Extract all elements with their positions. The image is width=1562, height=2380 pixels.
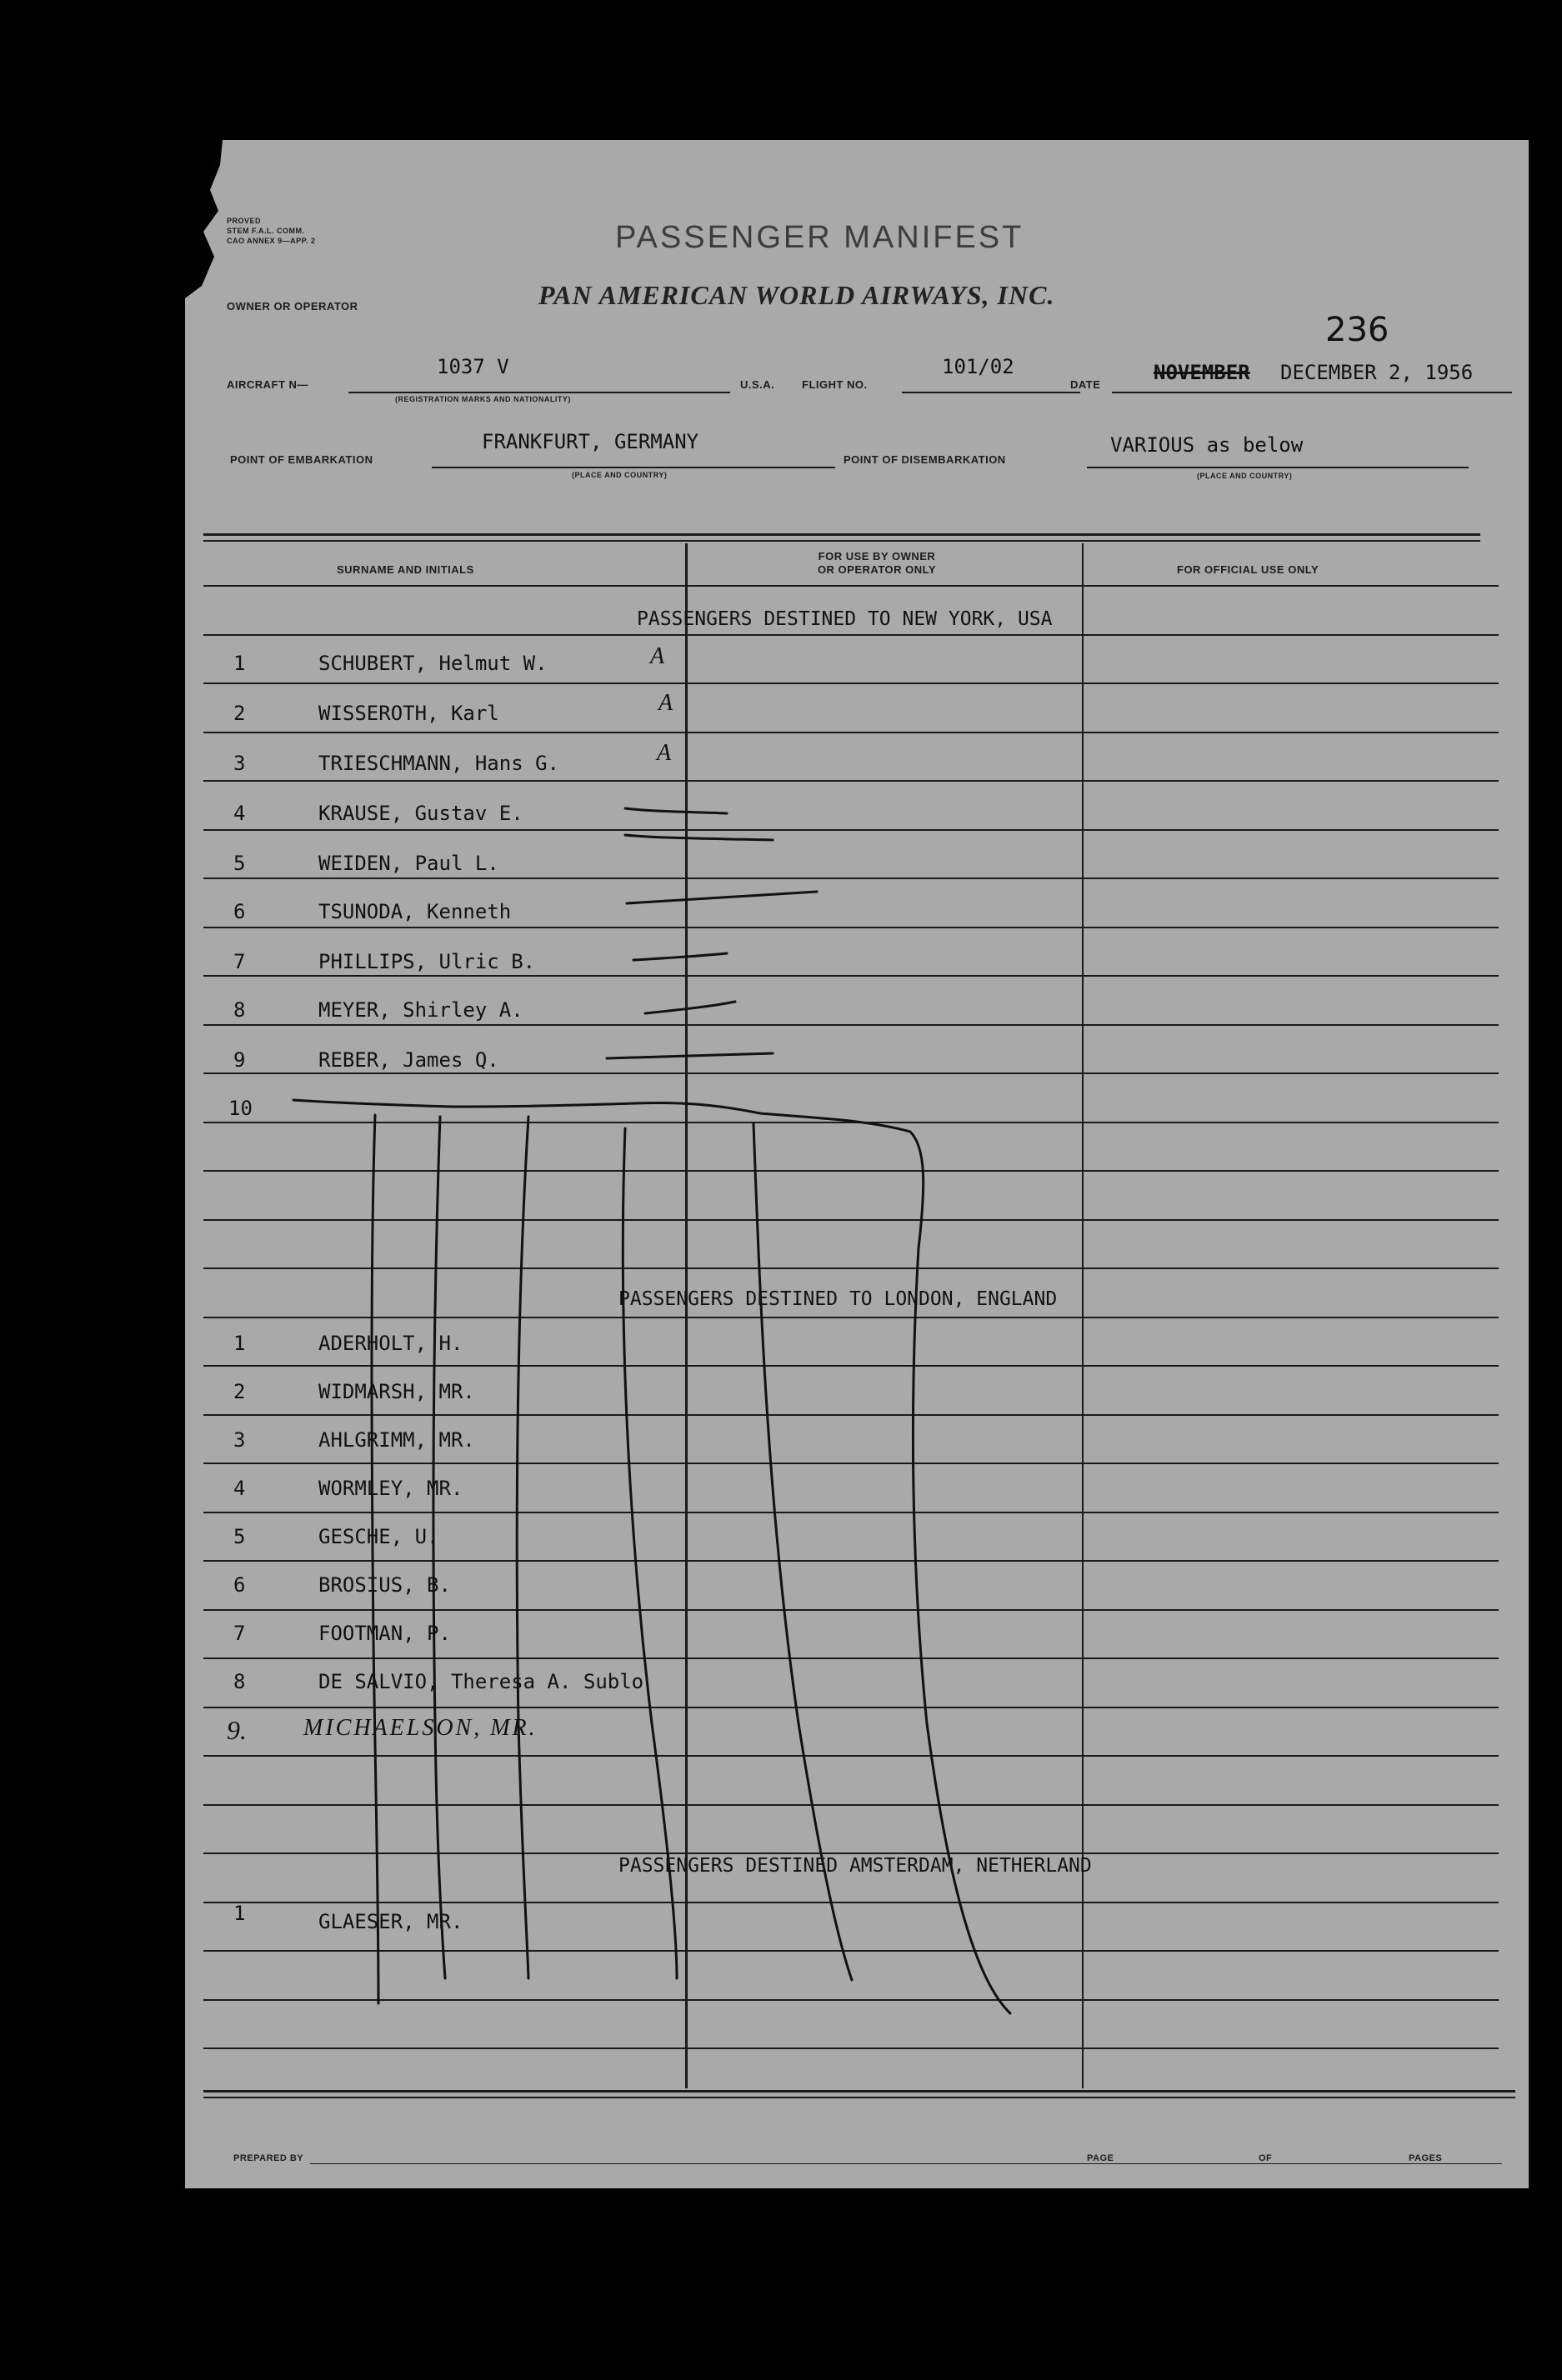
col-owner-header-2: OR OPERATOR ONLY	[817, 563, 937, 576]
aircraft-value: 1037 V	[437, 355, 509, 378]
row-number: 4	[233, 1477, 246, 1500]
flight-value: 101/02	[942, 355, 1014, 378]
date-label: DATE	[1070, 378, 1101, 391]
row-number: 2	[233, 702, 246, 725]
handwritten-mark: A	[658, 690, 673, 716]
passenger-name: WORMLEY, MR.	[318, 1477, 463, 1500]
col-owner-header-1: FOR USE BY OWNER	[818, 550, 936, 562]
passenger-name-handwritten: MICHAELSON, MR.	[303, 1715, 538, 1741]
aircraft-sublabel: (REGISTRATION MARKS AND NATIONALITY)	[395, 395, 571, 403]
passenger-name: TRIESCHMANN, Hans G.	[318, 752, 559, 775]
row-number: 1	[233, 1332, 246, 1355]
row-number: 5	[233, 1525, 246, 1548]
vertical-mark-4	[623, 1128, 677, 1978]
row-number-handwritten: 9.	[227, 1715, 247, 1745]
passenger-name: FOOTMAN, P.	[318, 1622, 451, 1645]
row-number: 8	[233, 1670, 246, 1693]
disembark-sublabel: (PLACE AND COUNTRY)	[1197, 472, 1293, 480]
pages-label: PAGES	[1405, 2153, 1445, 2163]
date-value: DECEMBER 2, 1956	[1280, 361, 1474, 384]
row-number: 1	[233, 652, 246, 675]
passenger-name: WIDMARSH, MR.	[318, 1380, 475, 1403]
section-heading-new-york: PASSENGERS DESTINED TO NEW YORK, USA	[637, 608, 1053, 630]
vertical-mark-3	[517, 1117, 528, 1978]
row-number: 8	[233, 998, 246, 1022]
approval-stamp-line3: CAO ANNEX 9—APP. 2	[227, 237, 316, 245]
vertical-mark-6	[913, 1248, 1010, 2013]
passenger-name: SCHUBERT, Helmut W.	[318, 652, 548, 675]
row-number: 3	[233, 752, 246, 775]
passenger-name: AHLGRIMM, MR.	[318, 1428, 475, 1452]
passenger-name: WEIDEN, Paul L.	[318, 852, 499, 875]
strike-row-9	[607, 1053, 773, 1058]
prepared-by-label: PREPARED BY	[233, 2153, 304, 2163]
approval-stamp-line2: STEM F.A.L. COMM.	[227, 227, 305, 235]
bracket-line	[293, 1100, 924, 1248]
row-number: 7	[233, 1622, 246, 1645]
vertical-mark-5	[753, 1123, 852, 1980]
row-number: 4	[233, 802, 246, 825]
approval-stamp-line1: PROVED	[227, 217, 262, 225]
aircraft-label: AIRCRAFT N—	[227, 378, 308, 391]
passenger-name: DE SALVIO, Theresa A. Sublo	[318, 1670, 644, 1693]
disembark-label: POINT OF DISEMBARKATION	[844, 453, 1006, 466]
passenger-name: KRAUSE, Gustav E.	[318, 802, 523, 825]
strike-row-4	[625, 808, 727, 813]
embark-sublabel: (PLACE AND COUNTRY)	[572, 471, 668, 479]
handwritten-strokes	[185, 140, 1529, 2188]
manifest-sheet	[185, 140, 1529, 2188]
row-number: 6	[233, 900, 246, 923]
handwritten-mark: A	[657, 740, 672, 766]
owner-value: PAN AMERICAN WORLD AIRWAYS, INC.	[538, 280, 1055, 310]
embark-label: POINT OF EMBARKATION	[230, 453, 373, 466]
strike-row-5	[625, 835, 773, 840]
passenger-name: REBER, James Q.	[318, 1048, 499, 1072]
passenger-name: ADERHOLT, H.	[318, 1332, 463, 1355]
row-number: 7	[233, 950, 246, 973]
strike-row-8	[645, 1002, 735, 1013]
owner-label: OWNER OR OPERATOR	[227, 300, 358, 312]
col-official-header: FOR OFFICIAL USE ONLY	[1177, 563, 1319, 576]
flight-label: FLIGHT NO.	[802, 378, 868, 391]
page-title: PASSENGER MANIFEST	[615, 220, 1024, 255]
passenger-name: GESCHE, U.	[318, 1525, 439, 1548]
passenger-name: WISSEROTH, Karl	[318, 702, 499, 725]
row-number: 3	[233, 1428, 246, 1452]
handwritten-mark: A	[650, 643, 665, 669]
passenger-name: MEYER, Shirley A.	[318, 998, 523, 1022]
col-surname-header: SURNAME AND INITIALS	[337, 563, 474, 576]
page-number: 236	[1325, 311, 1389, 349]
embark-value: FRANKFURT, GERMANY	[482, 430, 699, 453]
section-heading-london: PASSENGERS DESTINED TO LONDON, ENGLAND	[618, 1288, 1058, 1310]
row-number: 2	[233, 1380, 246, 1403]
page-label: PAGE	[1084, 2153, 1117, 2163]
date-struck: NOVEMBER	[1154, 361, 1250, 384]
passenger-name: PHILLIPS, Ulric B.	[318, 950, 536, 973]
section-heading-amsterdam: PASSENGERS DESTINED AMSTERDAM, NETHERLAND	[618, 1855, 1092, 1877]
passenger-name: GLAESER, MR.	[318, 1910, 463, 1933]
of-label: OF	[1255, 2153, 1275, 2163]
strike-row-7	[633, 953, 727, 960]
usa-label: U.S.A.	[740, 378, 775, 391]
vertical-mark-1	[372, 1115, 378, 2003]
passenger-name: TSUNODA, Kenneth	[318, 900, 512, 923]
strike-row-6	[627, 892, 817, 903]
vertical-mark-2	[433, 1117, 445, 1978]
row-number: 6	[233, 1573, 246, 1597]
row-number: 1	[233, 1902, 246, 1925]
passenger-name: BROSIUS, B.	[318, 1573, 451, 1597]
disembark-value: VARIOUS as below	[1110, 433, 1304, 457]
row-number: 5	[233, 852, 246, 875]
row-number: 10	[228, 1097, 253, 1120]
row-number: 9	[233, 1048, 246, 1072]
